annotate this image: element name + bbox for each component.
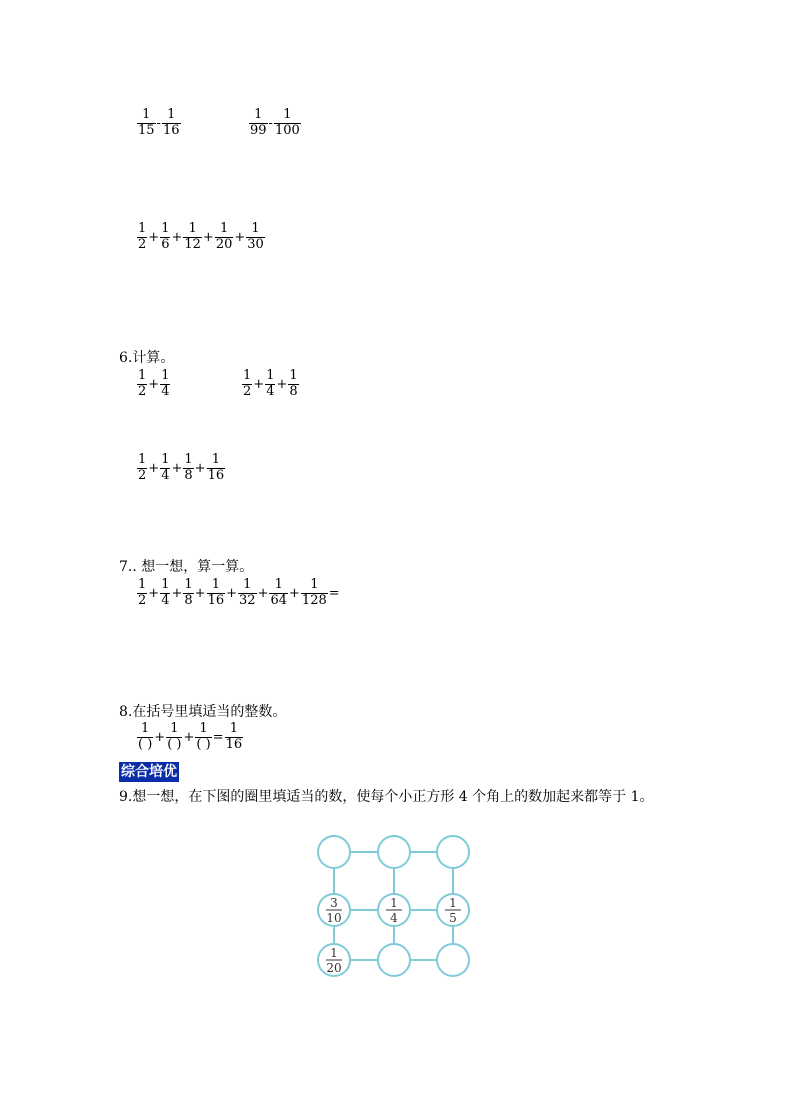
fraction: $\frac{1}{4}$	[161, 577, 170, 608]
fraction: $\frac{1}{2}$	[138, 452, 147, 483]
grid-circle	[318, 836, 350, 868]
operator: -	[156, 115, 161, 131]
operator: =	[212, 729, 224, 745]
q6-expr-2	[242, 369, 299, 400]
operator: +	[148, 585, 160, 601]
fraction: $\frac{1}{100}$	[274, 107, 300, 138]
fraction: $\frac{1}{4}$	[161, 368, 170, 399]
grid-circle	[378, 836, 410, 868]
fraction: $\frac{1}{8}$	[184, 577, 193, 608]
question-6-title: 6.计算。	[119, 350, 175, 366]
cell-numerator: 1	[330, 946, 338, 960]
cell-denominator: 10	[326, 911, 342, 925]
question-8-title: 8.在括号里填适当的整数。	[119, 704, 287, 720]
q6-expr-1	[137, 369, 170, 400]
expr-telescoping-sum	[137, 222, 265, 253]
cell-numerator: 3	[330, 896, 338, 910]
expr-1-15-minus-1-16	[137, 108, 181, 139]
grid-circle	[437, 836, 469, 868]
fraction: $\frac{1}{32}$	[239, 577, 256, 608]
operator: +	[194, 460, 206, 476]
q8-expr	[137, 722, 243, 753]
fraction: $\frac{1}{( )}$	[138, 721, 153, 752]
cell-denominator: 4	[390, 911, 398, 925]
operator: +	[171, 460, 183, 476]
operator: +	[154, 729, 166, 745]
operator: +	[289, 585, 300, 601]
fraction: $\frac{1}{4}$	[266, 368, 275, 399]
fraction: $\frac{1}{16}$	[207, 452, 225, 483]
cell-numerator: 1	[390, 896, 398, 910]
fraction: $\frac{1}{16}$	[225, 721, 243, 752]
operator: +	[148, 460, 160, 476]
fraction: $\frac{1}{20}$	[215, 221, 233, 252]
q6-expr-3	[137, 453, 225, 484]
operator: -	[268, 115, 273, 131]
fraction: $\frac{1}{16}$	[207, 577, 225, 608]
fraction: $\frac{1}{8}$	[289, 368, 298, 399]
fraction: $\frac{1}{12}$	[184, 221, 201, 252]
fraction: $\frac{1}{6}$	[161, 221, 170, 252]
grid-circle	[378, 944, 410, 976]
fraction: $\frac{1}{( )}$	[196, 721, 211, 752]
fraction: $\frac{1}{4}$	[161, 452, 170, 483]
fraction: $\frac{1}{8}$	[184, 452, 193, 483]
operator: +	[183, 729, 195, 745]
operator: +	[234, 229, 246, 245]
fraction: $\frac{1}{2}$	[138, 368, 147, 399]
operator: +	[253, 376, 265, 392]
cell-denominator: 5	[449, 911, 457, 925]
operator: +	[171, 229, 183, 245]
fraction: $\frac{1}{2}$	[138, 577, 147, 608]
grid-circle	[437, 944, 469, 976]
fraction: $\frac{1}{99}$	[250, 107, 267, 138]
operator: +	[194, 585, 206, 601]
operator: +	[171, 585, 183, 601]
fraction: $\frac{1}{2}$	[243, 368, 252, 399]
fraction: $\frac{1}{( )}$	[167, 721, 182, 752]
question-9-text: 9.想一想，在下图的圈里填适当的数，使每个小正方形 4 个角上的数加起来都等于 1。	[119, 789, 654, 805]
question-7-title: 7.. 想一想，算一算。	[119, 559, 254, 575]
fraction: $\frac{1}{30}$	[247, 221, 264, 252]
operator: +	[148, 229, 160, 245]
fraction: $\frac{1}{15}$	[138, 107, 155, 138]
operator: +	[257, 585, 269, 601]
cell-numerator: 1	[449, 896, 457, 910]
fraction: $\frac{1}{64}$	[270, 577, 288, 608]
fraction: $\frac{1}{16}$	[162, 107, 180, 138]
expr-1-99-minus-1-100	[249, 108, 301, 139]
fraction: $\frac{1}{2}$	[138, 221, 147, 252]
operator: +	[148, 376, 160, 392]
operator: +	[276, 376, 288, 392]
fraction: $\frac{1}{128}$	[301, 577, 327, 608]
operator: +	[226, 585, 238, 601]
section-badge: 综合培优	[121, 764, 177, 780]
q7-expr	[137, 578, 341, 609]
circle-grid-diagram	[314, 832, 474, 982]
operator: +	[202, 229, 214, 245]
operator: =	[328, 585, 340, 601]
cell-denominator: 20	[326, 961, 342, 975]
